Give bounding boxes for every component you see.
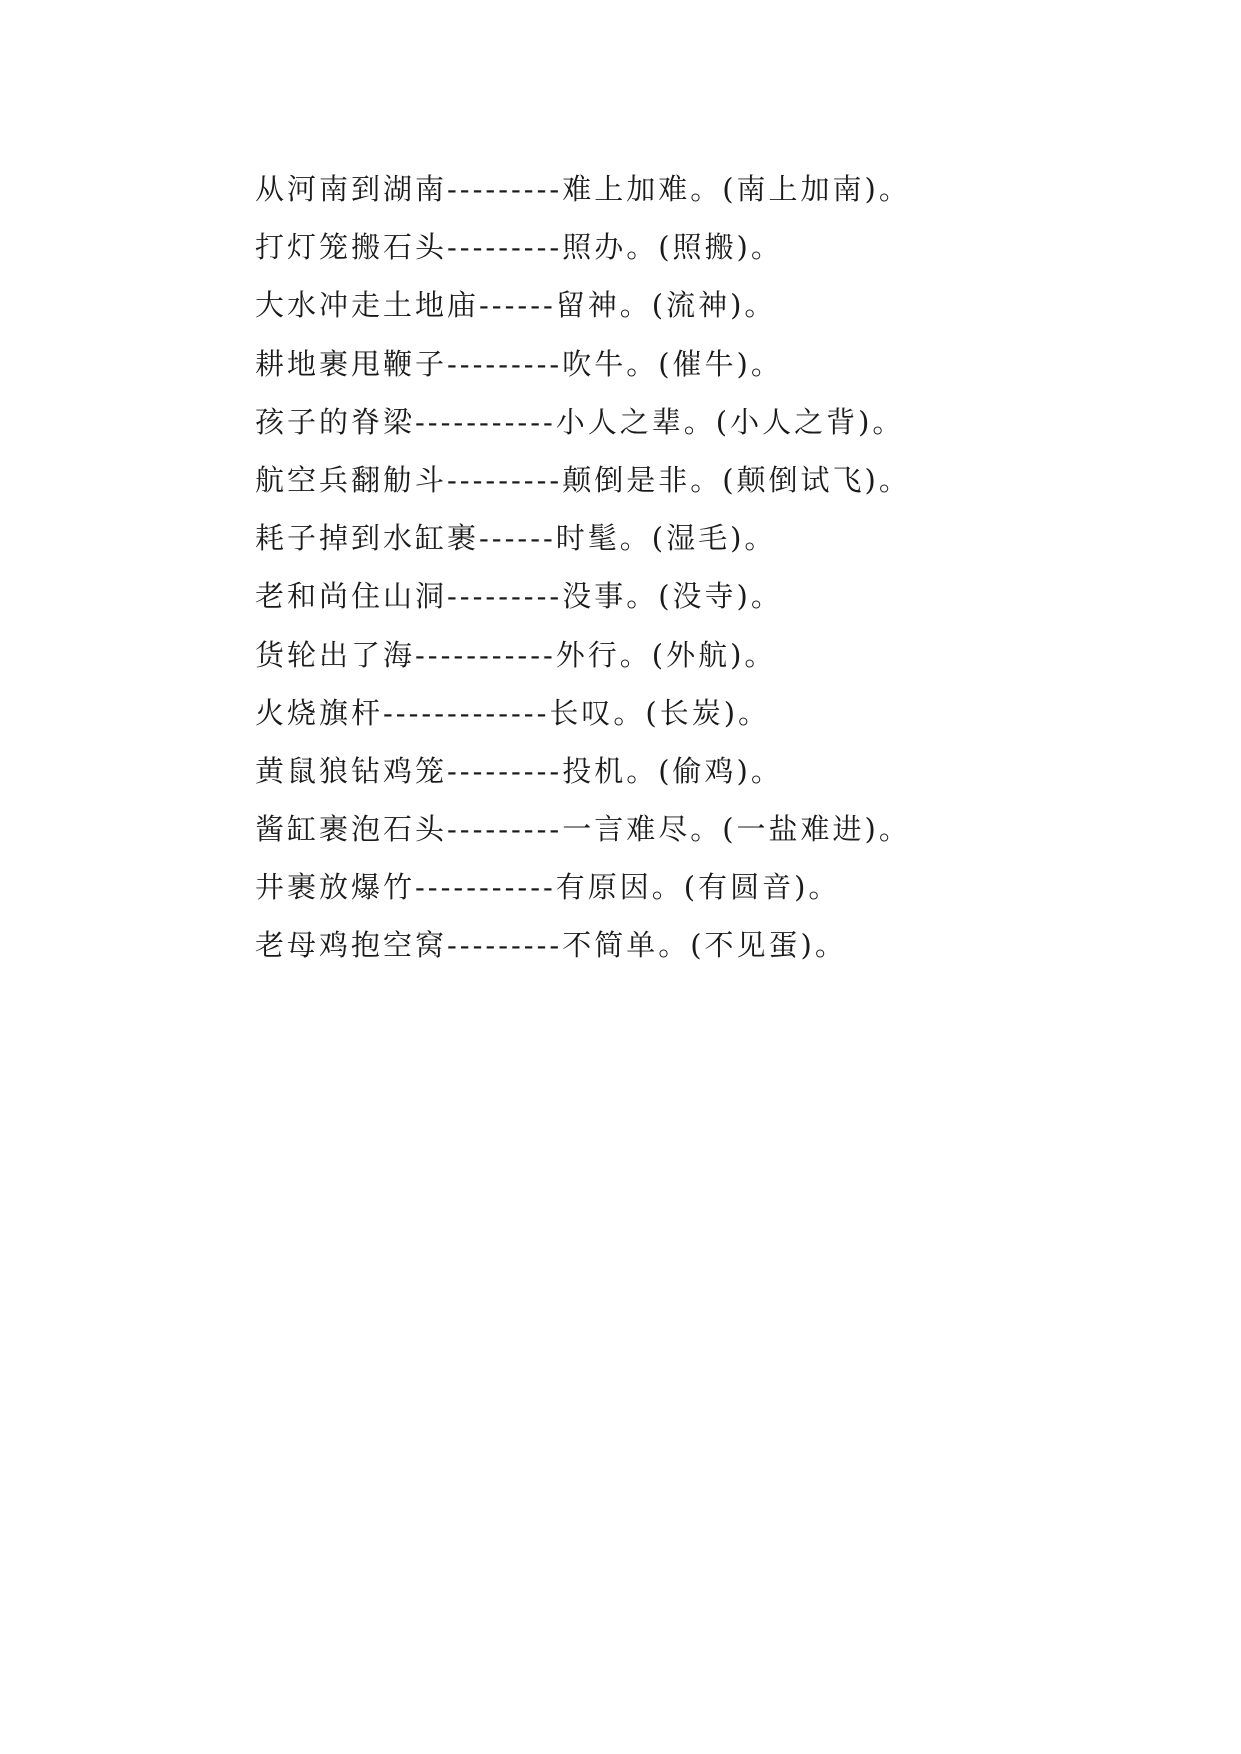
text-line: 孩子的脊梁-----------小人之辈。(小人之背)。 <box>255 404 905 439</box>
text-line: 火烧旗杆-------------长叹。(长炭)。 <box>255 695 771 730</box>
document-body <box>255 160 1015 975</box>
text-line: 老母鸡抱空窝---------不简单。(不见蛋)。 <box>255 928 847 963</box>
text-line: 耕地裹甩鞭子---------吹牛。(催牛)。 <box>255 346 783 381</box>
text-line: 井裹放爆竹-----------有原因。(有圆音)。 <box>255 870 841 905</box>
text-line: 打灯笼搬石头---------照办。(照搬)。 <box>255 230 783 265</box>
text-line: 从河南到湖南---------难上加难。(南上加南)。 <box>255 172 911 206</box>
text-line: 货轮出了海-----------外行。(外航)。 <box>255 637 777 672</box>
text-line: 大水冲走土地庙------留神。(流神)。 <box>255 288 777 323</box>
text-line: 老和尚住山洞---------没事。(没寺)。 <box>255 579 783 614</box>
text-line: 黄鼠狼钻鸡笼---------投机。(偷鸡)。 <box>255 753 783 788</box>
text-line: 酱缸裹泡石头---------一言难尽。(一盐难进)。 <box>255 812 911 847</box>
text-line: 耗子掉到水缸裹------时髦。(湿毛)。 <box>255 521 777 556</box>
text-line: 航空兵翻觔斗---------颠倒是非。(颠倒试飞)。 <box>255 462 911 497</box>
